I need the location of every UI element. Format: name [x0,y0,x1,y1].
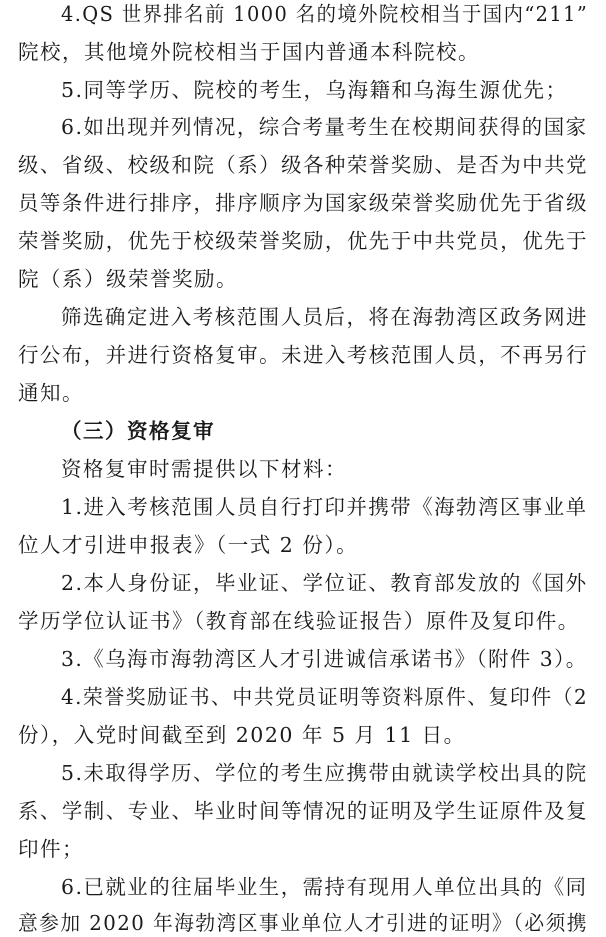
section-heading: （三）资格复审 [61,419,215,443]
text-line: 意参加 2020 年海勃湾区事业单位人才引进的证明》（必须携 [18,911,588,935]
text-line: 1.进入考核范围人员自行打印并携带《海勃湾区事业单 [61,495,588,519]
text-line: 系、学制、专业、毕业时间等情况的证明及学生证原件及复 [18,799,588,823]
text-line: 印件； [18,837,84,861]
text-line: 学历学位认证书》（教育部在线验证报告）原件及复印件。 [18,609,580,633]
text-line: 3.《乌海市海勃湾区人才引进诚信承诺书》（附件 3）。 [61,647,588,671]
text-line: 6.如出现并列情况，综合考量考生在校期间获得的国家 [61,115,588,139]
text-line: 资格复审时需提供以下材料： [61,457,347,481]
text-line: 6.已就业的往届毕业生，需持有现用人单位出具的《同 [61,875,588,899]
text-line: 院（系）级荣誉奖励。 [18,267,238,291]
text-line: 通知。 [18,381,84,405]
text-line: 行公布，并进行资格复审。未进入考核范围人员，不再另行 [18,343,588,367]
text-line: 5.未取得学历、学位的考生应携带由就读学校出具的院 [61,761,588,785]
text-line: 荣誉奖励，优先于校级荣誉奖励，优先于中共党员，优先于 [18,229,588,253]
text-line: 2.本人身份证，毕业证、学位证、教育部发放的《国外 [61,571,588,595]
text-line: 5.同等学历、院校的考生，乌海籍和乌海生源优先； [61,78,568,102]
text-line: 级、省级、校级和院（系）级各种荣誉奖励、是否为中共党 [18,153,588,177]
text-line: 位人才引进申报表》（一式 2 份）。 [18,533,359,557]
text-line: 4.荣誉奖励证书、中共党员证明等资料原件、复印件（2 [61,685,589,709]
text-line: 份），入党时间截至到 2020 年 5 月 11 日。 [18,723,466,747]
text-line: 员等条件进行排序，排序顺序为国家级荣誉奖励优先于省级 [18,191,588,215]
text-line: 筛选确定进入考核范围人员后，将在海勃湾区政务网进 [61,305,588,329]
text-line: 院校，其他境外院校相当于国内普通本科院校。 [18,40,480,64]
text-line: 4.QS 世界排名前 1000 名的境外院校相当于国内“211” [61,2,589,26]
